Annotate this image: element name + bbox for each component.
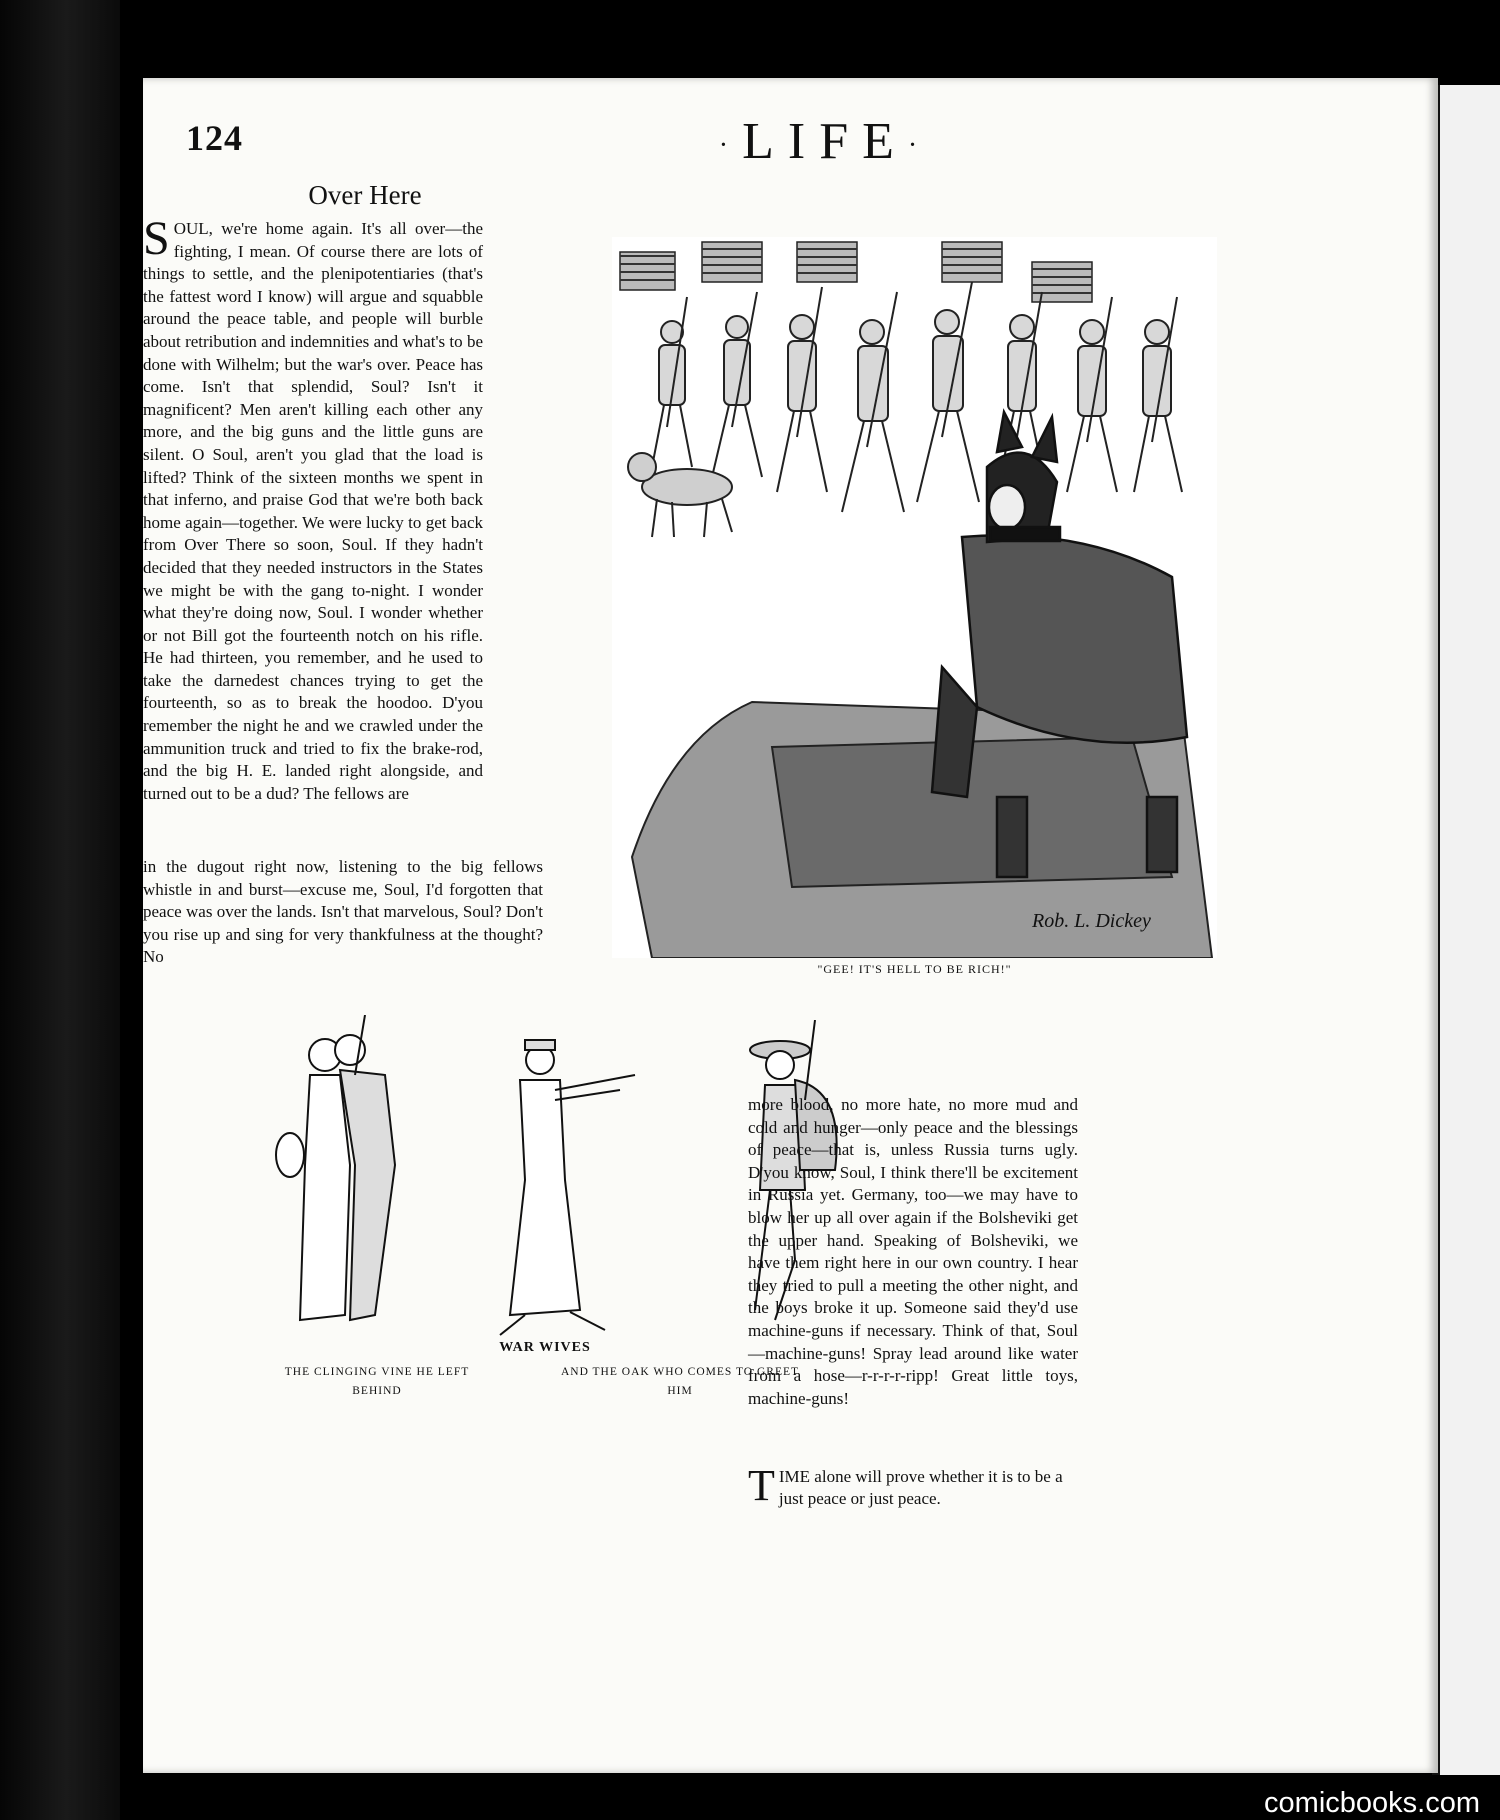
- embracing-couple-sketch: [255, 1015, 415, 1345]
- adjacent-page-edge: [1432, 85, 1500, 1775]
- closing-text: IME alone will prove whether it is to be a just peace or just peace.: [778, 1467, 1063, 1508]
- article-column-1-continued: in the dugout right now, listening to the big fellows whistle in and burst—excuse me, Soul, I'd forgotten that peace was over the lands. Isn't that marvelous, Soul? Don't you rise up and sing for very thankfulness at the thought? No: [143, 857, 543, 967]
- article-title: Over Here: [308, 180, 422, 210]
- illustration-signature: Rob. L. Dickey: [1032, 910, 1151, 932]
- article-body-1: we're home again. It's all over—the fighting, I mean. Of course there are lots of things to settle, and the plenipotentiaries (that's the fattest word I know) will argue and squabble around the peace table, and people will burble about retribution and indemnities and what's to be done with Wilhelm; but the war's over. Peace has come. Isn't that splendid, Soul? Isn't it magnificent? Men aren't killing each other any more, and the big guns and the little guns are silent. O Soul, aren't you glad that the load is lifted? Think of the sixteen months we spent in that inferno, and praise God that we're both back home again—together. We were lucky to get back from Over There so soon, Soul. If they hadn't decided that they needed instructors in the States we might be with the gang to-night. I wonder what they're doing now, Soul. I wonder whether or not Bill got the fourteenth notch on his rifle. He had thirteen, you remember, and he used to take the darnedest chances trying to get the fourteenth, so as to break the hoodoo. D'you remember the night he and we crawled under the ammunition truck and tried to fix the brake-rod, and the big H. E. landed right alongside, and turned out to be a dud? The fellows are: [143, 219, 483, 803]
- war-wives-caption-right: AND THE OAK WHO COMES TO GREET HIM: [560, 1366, 800, 1397]
- masthead-dot-left: ·: [718, 130, 743, 162]
- masthead: [690, 112, 960, 171]
- war-wives-title: WAR WIVES: [499, 1340, 591, 1355]
- site-watermark: comicbooks.com: [1264, 1787, 1480, 1819]
- dropcap: S: [143, 212, 170, 265]
- war-wives-caption-left: THE CLINGING VINE HE LEFT BEHIND: [284, 1366, 470, 1397]
- masthead-title: LIFE: [742, 113, 908, 170]
- masthead-dot-right: ·: [907, 130, 932, 162]
- article-column-continued: more blood, no more hate, no more mud and cold and hunger—only peace and the blessings of peace—that is, unless Russia turns ugly. D'you know, Soul, I think there'll be excitement in Russia yet. Germany, too—we may have to blow her up all over again if the Bolsheviki get the upper hand. Speaking of Bolsheviki, we have them right here in our own country. I hear they tried to pull a meeting the other night, and the boys broke it up. Someone said they'd use machine-guns if necessary. Think of that, Soul—machine-guns! Spray lead around like water from a hose—r-r-r-r-ripp! Great little toys, machine-guns!: [748, 1095, 1078, 1408]
- dog-parade-illustration: [612, 237, 1217, 958]
- woman-in-uniform-sketch: [470, 1030, 640, 1345]
- scan-background-left: [0, 0, 120, 1820]
- lead-word: OUL,: [173, 219, 213, 238]
- article-column-1: [143, 212, 483, 805]
- illustration-caption: "GEE! IT'S HELL TO BE RICH!": [817, 962, 1012, 976]
- page-number: 124: [186, 118, 243, 158]
- closing-paragraph: [748, 1461, 1078, 1510]
- closing-dropcap: T: [748, 1461, 775, 1510]
